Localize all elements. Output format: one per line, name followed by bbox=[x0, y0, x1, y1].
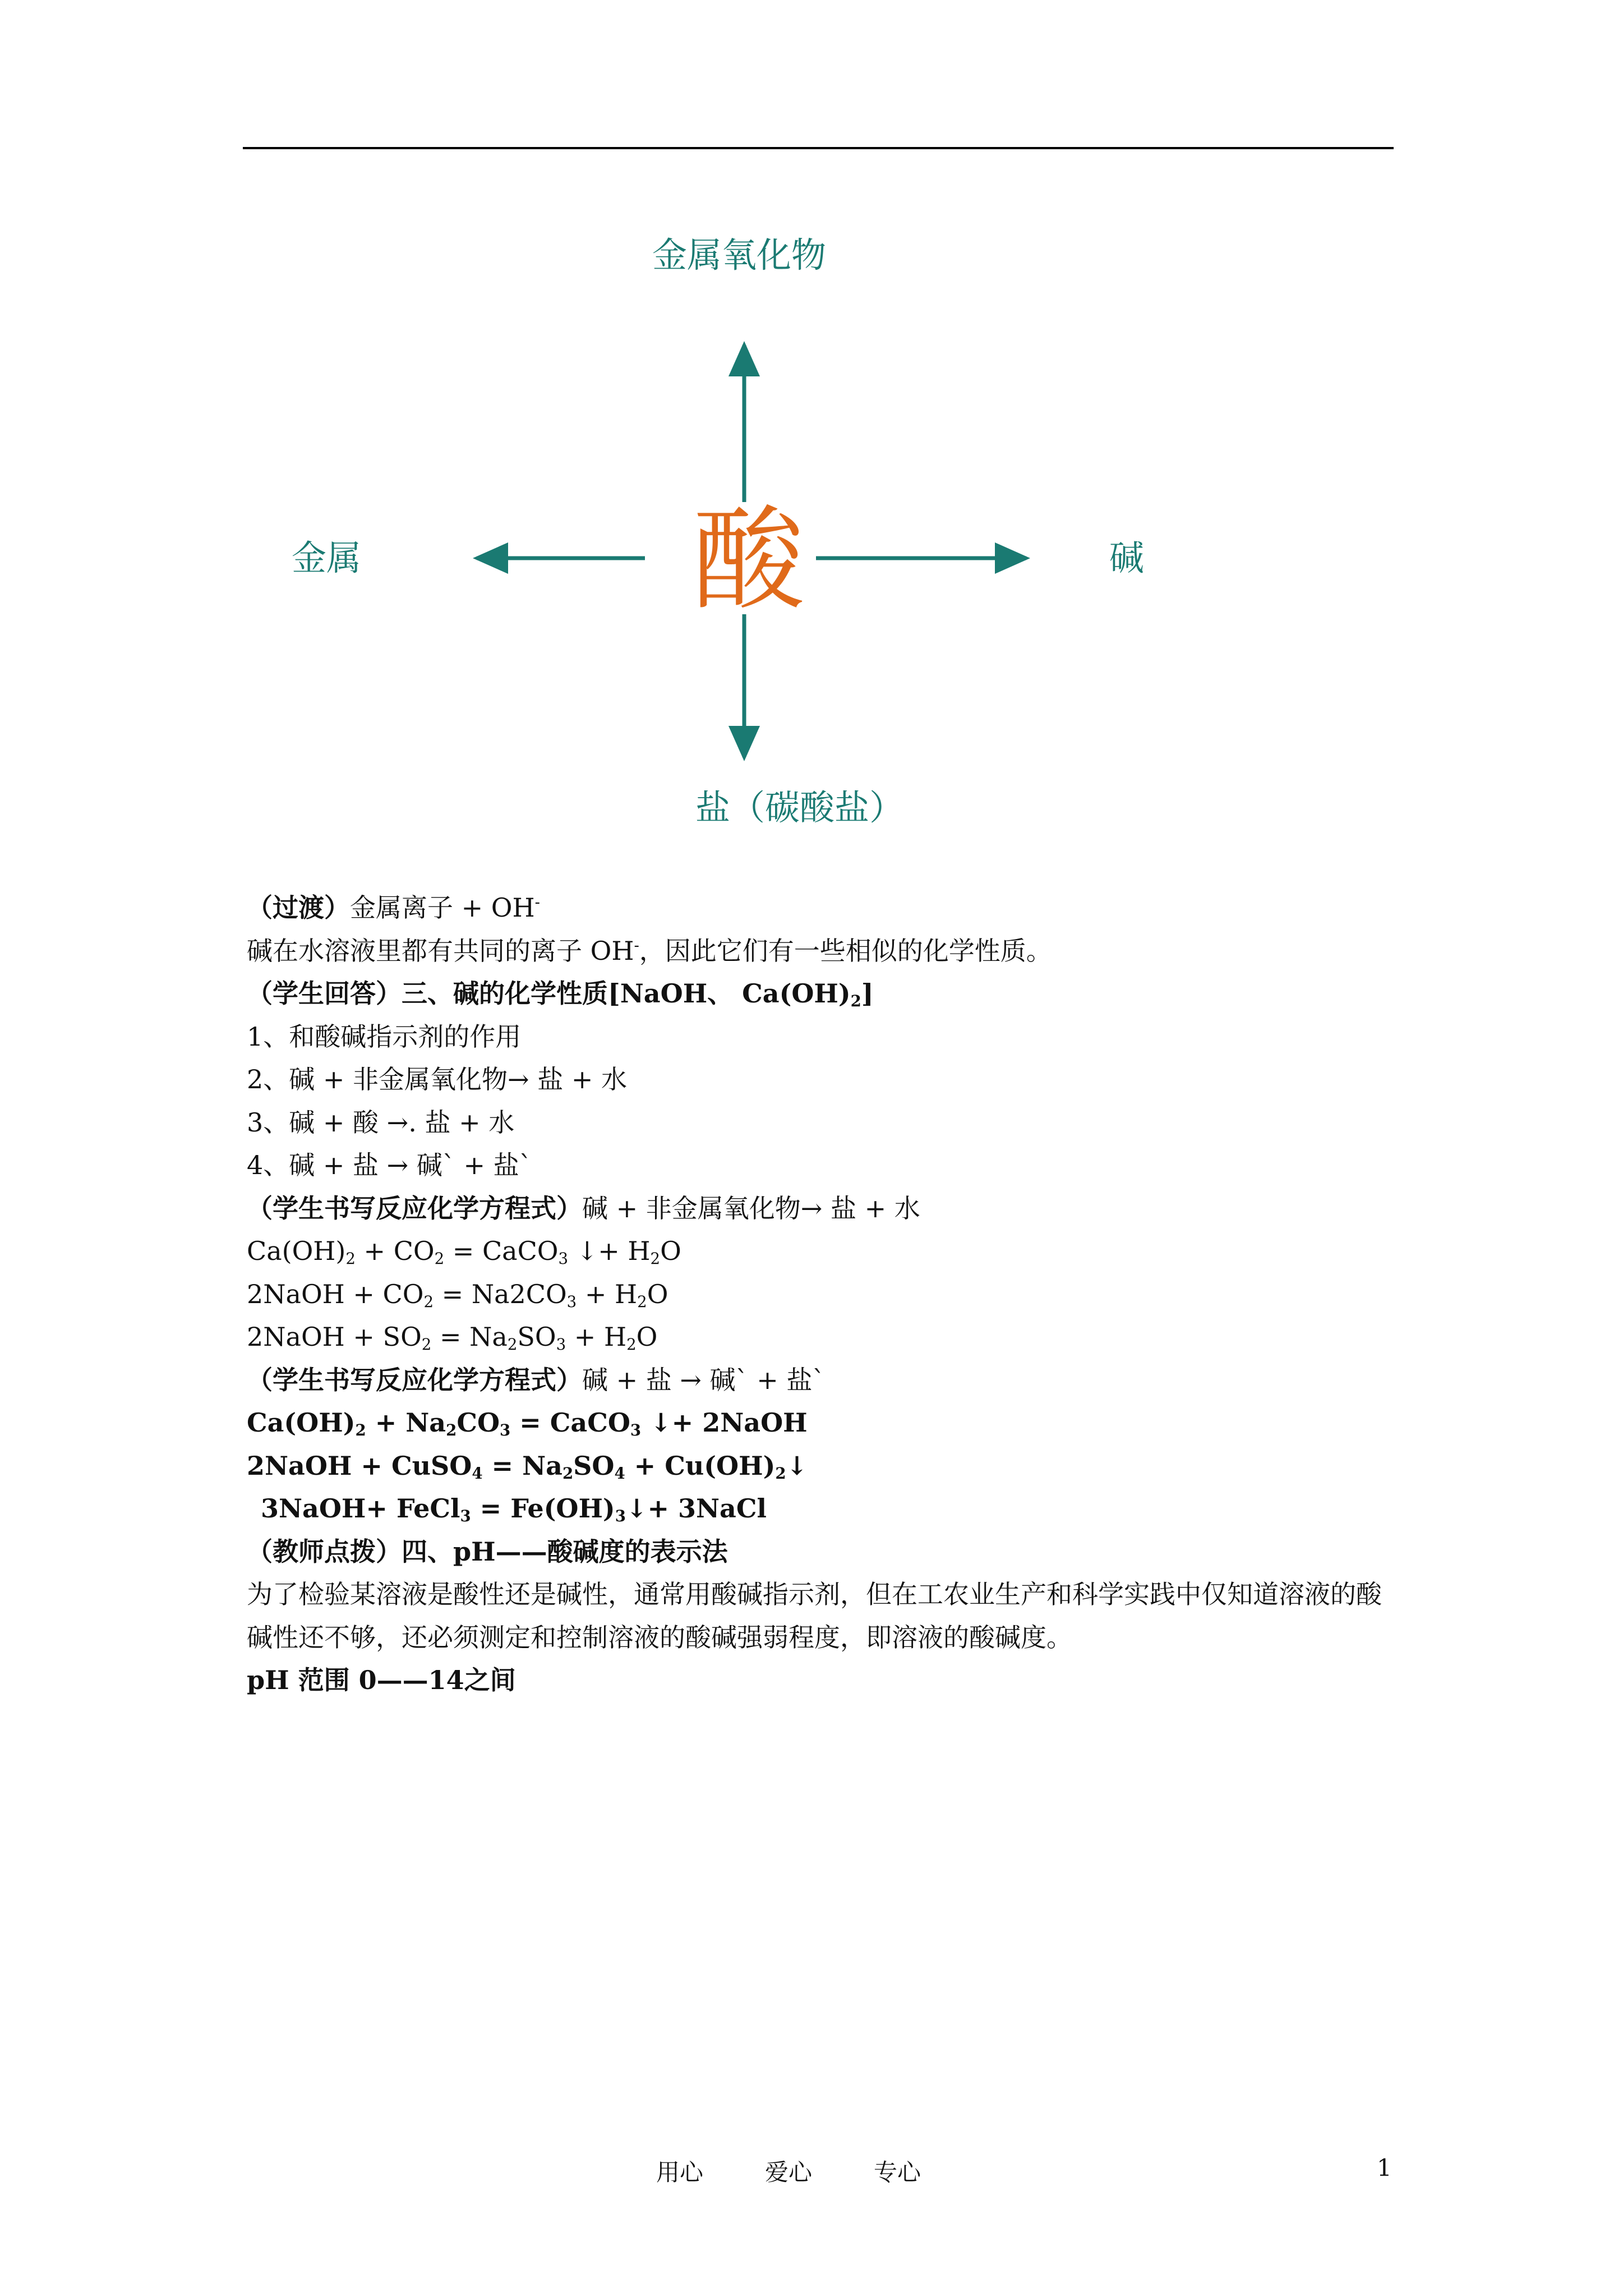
line-common-ion: 碱在水溶液里都有共同的离子 OH-，因此它们有一些相似的化学性质。 bbox=[247, 935, 1052, 966]
equation-5: 2NaOH + CuSO$_4$ = $Na_2SO_4$ + $Cu(OH)_2↓$ bbox=[247, 1450, 808, 1483]
page-number: 1 bbox=[1377, 2154, 1392, 2182]
line-item-3: 3、碱 + 酸 →. 盐 + 水 bbox=[247, 1107, 515, 1138]
line-student-write-2: （学生书写反应化学方程式）碱 + 盐 → 碱` + 盐` bbox=[247, 1364, 826, 1395]
motto-2: 爱心 bbox=[765, 2159, 813, 2186]
line-section-4: （教师点拨）四、pH——酸碱度的表示法 bbox=[247, 1536, 728, 1567]
motto-1: 用心 bbox=[656, 2159, 704, 2186]
equation-4: $Ca(OH)_2 + Na_2CO_3$ = CaCO$_3$ ↓+ 2NaOH bbox=[247, 1407, 808, 1439]
line-student-write-1: （学生书写反应化学方程式）碱 + 非金属氧化物→ 盐 + 水 bbox=[247, 1193, 920, 1223]
line-section-3: （学生回答）三、碱的化学性质[NaOH、 $Ca(OH)_2$] bbox=[247, 978, 874, 1010]
equation-1: $Ca(OH)_2 + CO_2$ = CaCO$_3$ ↓+ $H_2O$ bbox=[247, 1236, 681, 1268]
line-item-2: 2、碱 + 非金属氧化物→ 盐 + 水 bbox=[247, 1064, 628, 1094]
line-item-1: 1、和酸碱指示剂的作用 bbox=[247, 1021, 522, 1052]
equation-6: 3NaOH+ FeCl$_3$ = $Fe(OH)_3↓+$ 3NaCl bbox=[261, 1493, 767, 1525]
center-acid: 酸 bbox=[693, 495, 805, 626]
diagram-arrows bbox=[0, 0, 1623, 853]
line-transition: （过渡）金属离子 + OH- bbox=[247, 892, 540, 923]
footer bbox=[0, 2154, 1623, 2188]
label-base: 碱 bbox=[1109, 537, 1145, 578]
footer-motto bbox=[656, 2154, 983, 2188]
label-metal: 金属 bbox=[292, 537, 362, 578]
motto-3: 专心 bbox=[874, 2159, 921, 2186]
label-metal-oxide: 金属氧化物 bbox=[652, 234, 827, 275]
line-ph-range: pH 范围 0——14之间 bbox=[247, 1665, 516, 1695]
acid-properties-diagram bbox=[0, 0, 1623, 853]
body-text bbox=[247, 886, 1402, 1702]
equation-3: 2NaOH + $SO_2 = Na_2SO_3 + H_2O$ bbox=[247, 1322, 658, 1354]
equation-2: 2NaOH + $CO_2 = Na2CO_3 + H_2O$ bbox=[247, 1278, 668, 1311]
line-item-4: 4、碱 + 盐 → 碱` + 盐` bbox=[247, 1150, 532, 1180]
line-ph-explanation: 为了检验某溶液是酸性还是碱性，通常用酸碱指示剂，但在工农业生产和科学实践中仅知道溶液的酸碱性还不够，还必须测定和控制溶液的酸碱强弱程度，即溶液的酸碱度。 bbox=[247, 1579, 1382, 1653]
label-salt: 盐（碳酸盐） bbox=[695, 787, 905, 828]
